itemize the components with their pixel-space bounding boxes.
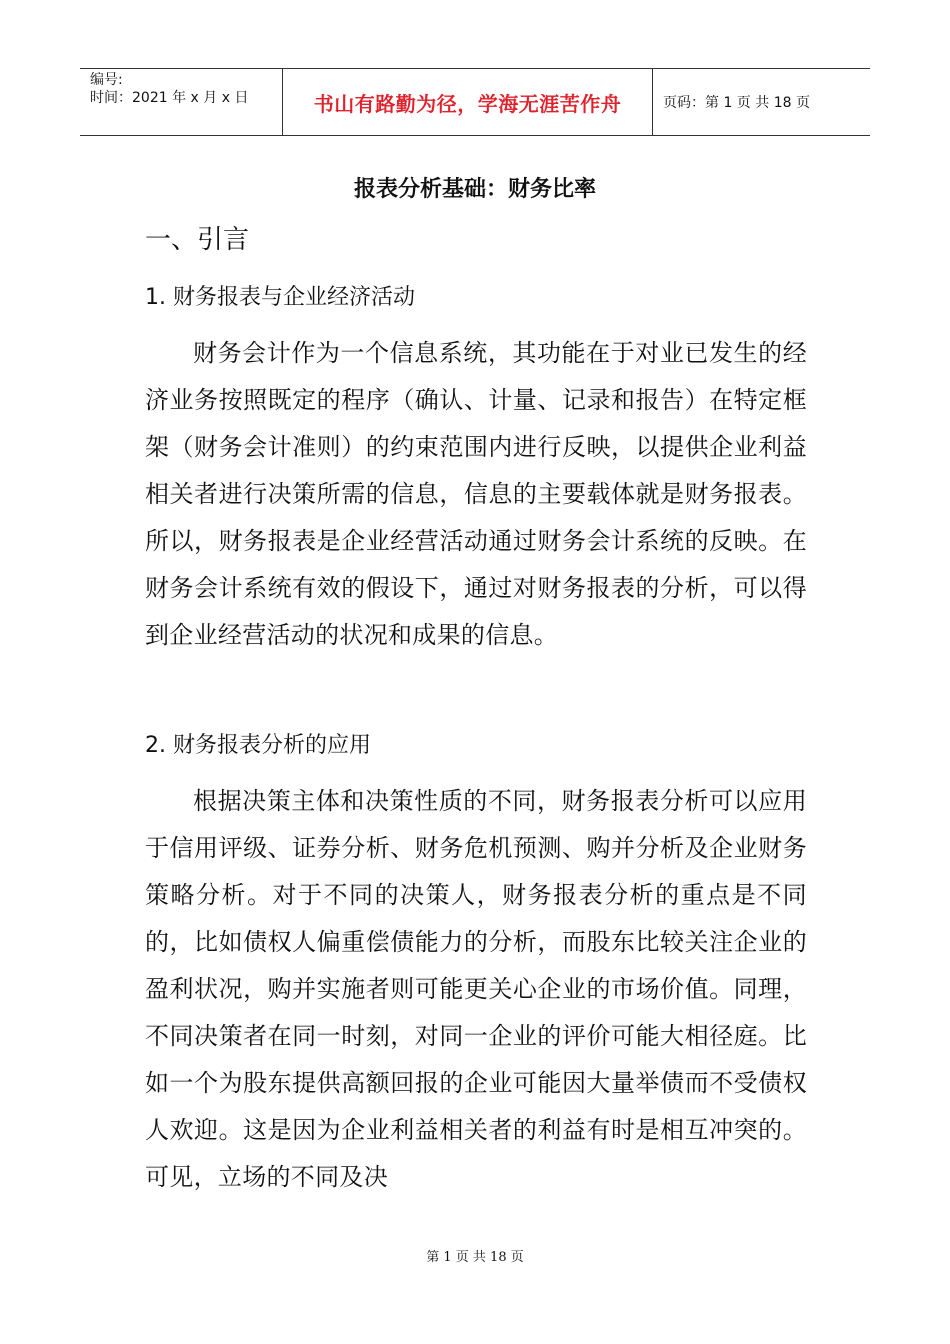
page-footer: 第 1 页 共 18 页 (426, 1250, 524, 1265)
page-header (80, 68, 870, 136)
number-label: 编号: (90, 72, 123, 88)
paragraph-1: 财务会计作为一个信息系统，其功能在于对业已发生的经济业务按照既定的程序（确认、计量、记录和报告）在特定框架（财务会计准则）的约束范围内进行反映，以提供企业利益相关者进行决策所需的信息，信息的主要载体就是财务报表。所以，财务报表是企业经营活动通过财务会计系统的反映。在财务会计系统有效的假设下，通过对财务报表的分析，可以得到企业经营活动的状况和成果的信息。 (145, 339, 807, 649)
subsection-heading-2: 2. 财务报表分析的应用 (145, 733, 371, 758)
paragraph-2: 根据决策主体和决策性质的不同，财务报表分析可以应用于信用评级、证券分析、财务危机预测、购并分析及企业财务策略分析。对于不同的决策人，财务报表分析的重点是不同的，比如债权人偏重偿债能力的分析，而股东比较关注企业的盈利状况，购并实施者则可能更关心企业的市场价值。同理，不同决策者在同一时刻，对同一企业的评价可能大相径庭。比如一个为股东提供高额回报的企业可能因大量举债而不受债权人欢迎。这是因为企业利益相关者的利益有时是相互冲突的。可见，立场的不同及决 (145, 787, 807, 1191)
header-motto: 书山有路勤为径，学海无涯苦作舟 (283, 69, 653, 135)
document-title: 报表分析基础：财务比率 (353, 177, 596, 202)
header-meta (80, 69, 283, 135)
section-heading-intro: 一、引言 (145, 225, 250, 255)
date-label: 时间：2021 年 x 月 x 日 (90, 90, 249, 106)
subsection-heading-1: 1. 财务报表与企业经济活动 (145, 285, 415, 310)
header-page-info: 页码：第 1 页 共 18 页 (663, 95, 810, 111)
